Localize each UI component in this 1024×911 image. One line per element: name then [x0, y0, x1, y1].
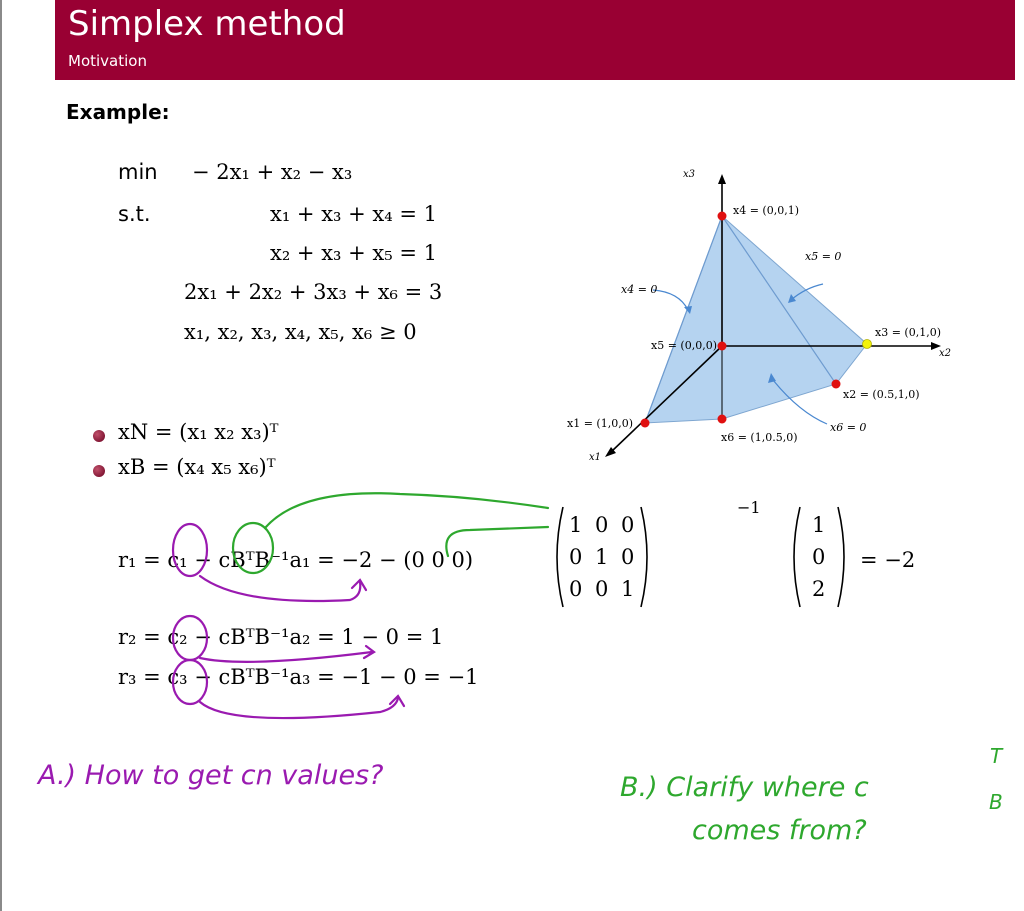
note-b-superscript: T	[990, 744, 1003, 768]
face-x4-arrow	[653, 290, 688, 310]
b-matrix-cell: 0	[621, 545, 635, 569]
b-matrix-cell: 1	[569, 513, 583, 537]
r1-expression: r₁ = c₁ − cBᵀB⁻¹a₁ = −2 − (0 0 0)	[118, 548, 474, 572]
nonnegativity-constraint: x₁, x₂, x₃, x₄, x₅, x₆ ≥ 0	[184, 320, 417, 344]
vertex-x3	[863, 340, 872, 349]
basic-vars: xB = (x₄ x₅ x₆)ᵀ	[118, 455, 276, 479]
vertex-x5	[718, 342, 727, 351]
b-matrix-cell: 0	[621, 513, 635, 537]
b-matrix-cell: 0	[569, 577, 583, 601]
st-label: s.t.	[118, 202, 151, 226]
objective-function: − 2x₁ + x₂ − x₃	[192, 160, 353, 184]
vertex-x6	[718, 415, 727, 424]
a1-vector-cell: 2	[812, 577, 826, 601]
vertex-label-x6: x6 = (1,0.5,0)	[721, 431, 798, 444]
note-b-line1: B.) Clarify where c	[620, 772, 869, 803]
face-label-x5: x5 = 0	[805, 250, 842, 263]
vertex-label-x2: x2 = (0.5,1,0)	[843, 388, 920, 401]
r1-result: = −2	[860, 548, 916, 572]
polytope-diagram	[555, 160, 975, 465]
axis-label-x3: x3	[683, 169, 696, 180]
vertex-label-x3: x3 = (0,1,0)	[875, 326, 941, 339]
vertex-label-x4: x4 = (0,0,1)	[733, 204, 799, 217]
example-heading: Example:	[66, 100, 170, 124]
polytope-region	[645, 216, 867, 423]
b-matrix-cell: 0	[569, 545, 583, 569]
x3-axis-arrow	[718, 174, 726, 184]
b-matrix-cell: 0	[595, 513, 609, 537]
b-matrix-cell: 1	[595, 545, 609, 569]
note-a: A.) How to get cn values?	[38, 760, 384, 791]
b-matrix-cell: 0	[595, 577, 609, 601]
b-matrix-cell: 1	[621, 577, 635, 601]
inverse-exponent: −1	[737, 498, 761, 517]
constraint-1: x₁ + x₃ + x₄ = 1	[270, 202, 437, 226]
constraint-2: x₂ + x₃ + x₅ = 1	[270, 241, 437, 265]
constraint-3: 2x₁ + 2x₂ + 3x₃ + x₆ = 3	[184, 280, 443, 304]
r2-expression: r₂ = c₂ − cBᵀB⁻¹a₂ = 1 − 0 = 1	[118, 625, 444, 649]
slide-title: Simplex method	[68, 4, 346, 44]
nonbasic-vars: xN = (x₁ x₂ x₃)ᵀ	[118, 420, 279, 444]
a1-vector-cell: 1	[812, 513, 826, 537]
slide-subtitle: Motivation	[68, 52, 147, 70]
vertex-label-x5: x5 = (0,0,0)	[651, 339, 717, 352]
vertex-x4	[718, 212, 727, 221]
vertex-x1	[641, 419, 650, 428]
min-label: min	[118, 160, 158, 184]
a1-vector-cell: 0	[812, 545, 826, 569]
note-b-line2: comes from?	[692, 815, 867, 846]
vertex-label-x1: x1 = (1,0,0)	[567, 417, 633, 430]
r3-expression: r₃ = c₃ − cBᵀB⁻¹a₃ = −1 − 0 = −1	[118, 665, 479, 689]
face-label-x6: x6 = 0	[830, 421, 867, 434]
axis-label-x1: x1	[589, 452, 602, 463]
vertex-x2	[832, 380, 841, 389]
face-label-x4: x4 = 0	[621, 283, 658, 296]
axis-label-x2: x2	[939, 348, 952, 359]
note-b-subscript: B	[989, 790, 1003, 814]
